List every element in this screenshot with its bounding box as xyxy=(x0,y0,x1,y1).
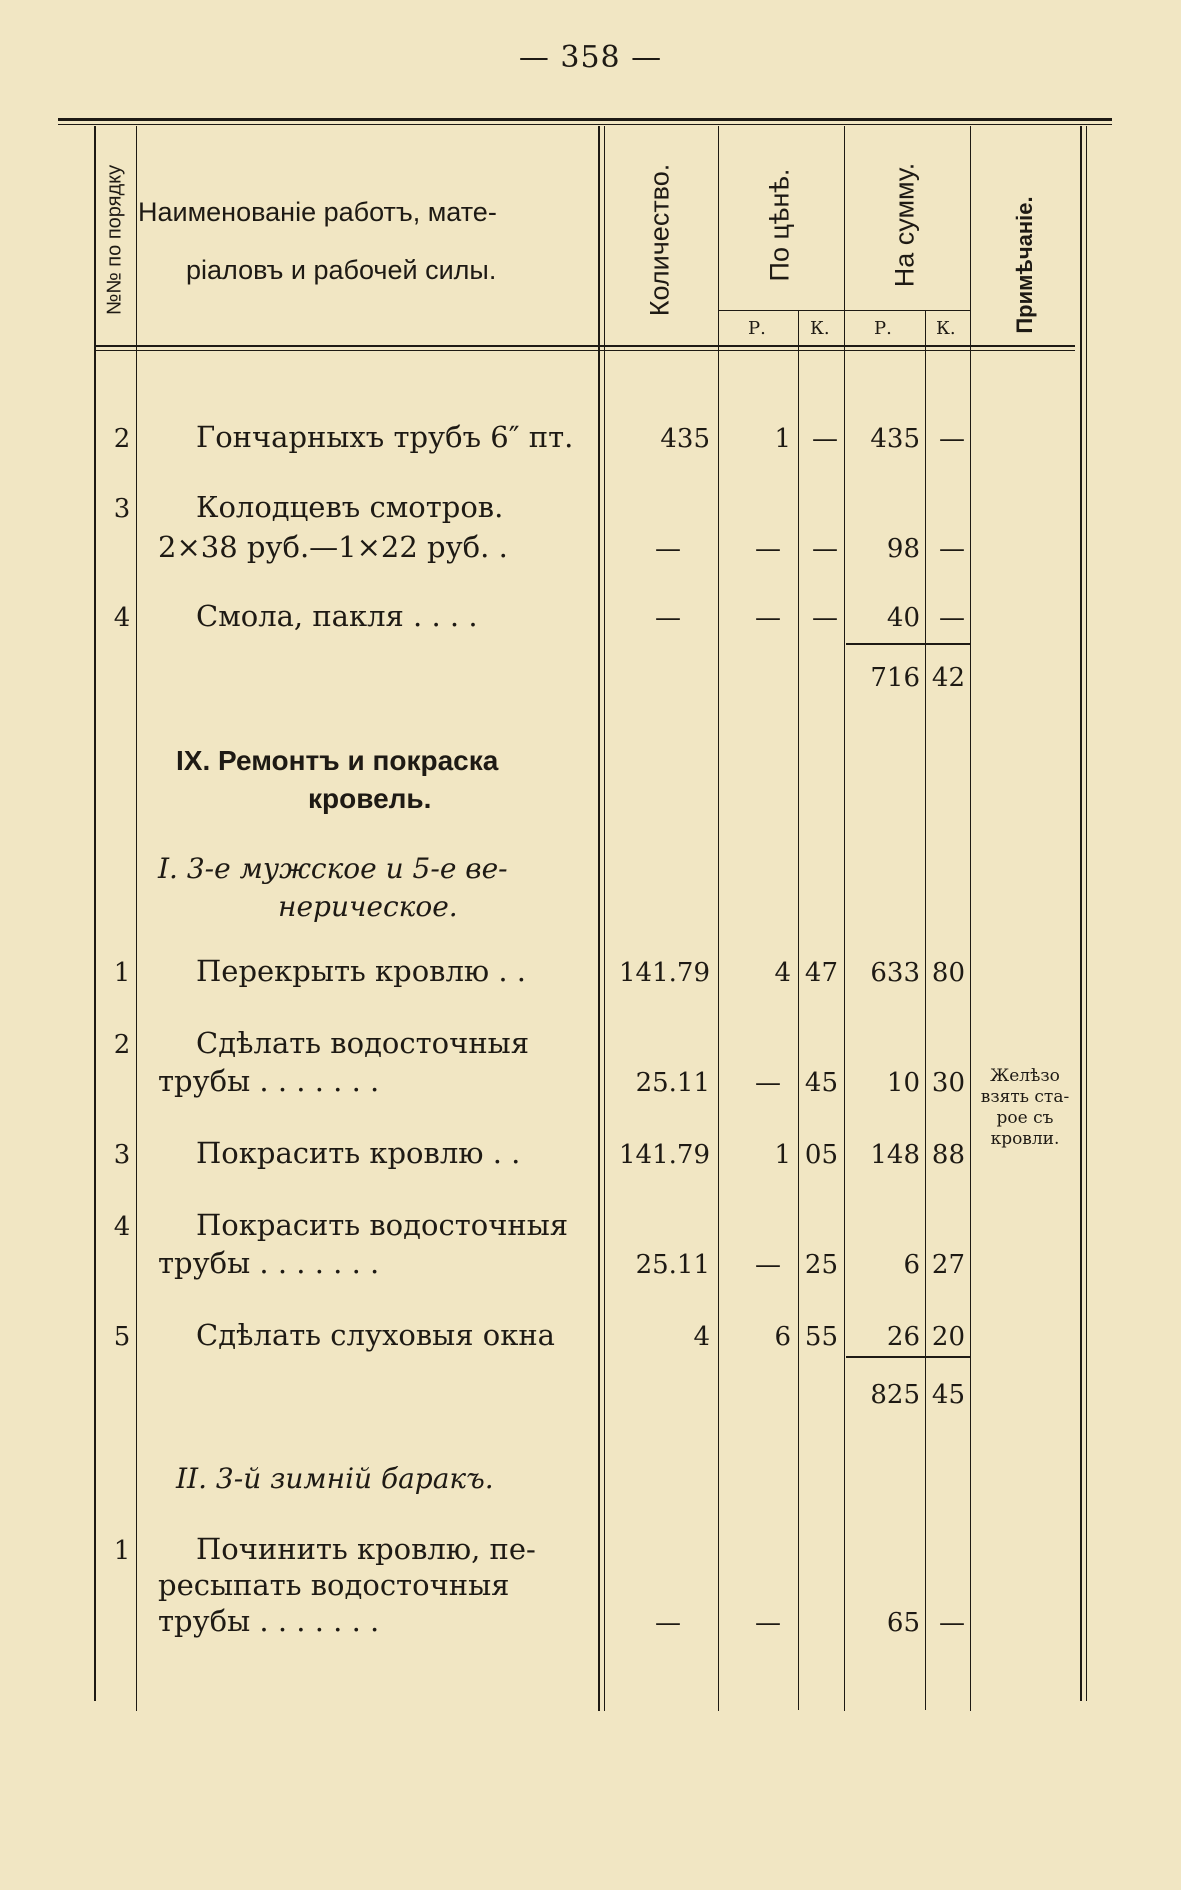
subheader-line-price xyxy=(718,310,845,311)
border-left xyxy=(94,126,96,1701)
row-number: 3 xyxy=(113,494,131,524)
row-sum-r: 6 xyxy=(903,1250,920,1280)
row-qty: 141.79 xyxy=(619,1140,710,1170)
row-qty: — xyxy=(655,1608,681,1638)
row-price-r: — xyxy=(755,603,781,633)
col-line-price xyxy=(718,126,719,1711)
row-qty: 141.79 xyxy=(619,958,710,988)
row-price-k: 05 xyxy=(804,1140,838,1170)
row-price-k: — xyxy=(812,534,838,564)
row-number: 2 xyxy=(113,1030,131,1060)
header-col-sum: На сумму. xyxy=(889,162,920,288)
row-price-r: 1 xyxy=(774,1140,791,1170)
row-text-line3: трубы . . . . . . . xyxy=(158,1604,380,1638)
subheader-line-sum xyxy=(844,310,971,311)
row-price-k: 47 xyxy=(804,958,838,988)
row-qty: 25.11 xyxy=(635,1250,710,1280)
row-number: 4 xyxy=(113,603,131,633)
page-number: — 358 — xyxy=(518,40,663,75)
col-line-qty xyxy=(598,126,600,1711)
row-sum-k: — xyxy=(939,424,965,454)
row-sum-k: 30 xyxy=(931,1068,965,1098)
row-number: 1 xyxy=(113,958,131,988)
subheader-sum-r: Р. xyxy=(874,318,892,339)
top-rule-thin xyxy=(58,124,1112,125)
section-heading-line1: IX. Ремонтъ и покраска xyxy=(176,745,499,776)
col-line-name xyxy=(136,126,137,1711)
note-line: рое съ xyxy=(996,1108,1054,1128)
header-col-name xyxy=(138,183,588,299)
border-right-2 xyxy=(1086,126,1087,1701)
section-heading xyxy=(176,742,498,818)
row-sum-r: 435 xyxy=(870,424,920,454)
row-text-line1: Починить кровлю, пе- xyxy=(196,1532,536,1566)
row-price-r: 1 xyxy=(774,424,791,454)
col-line-price-k xyxy=(798,310,799,1710)
row-price-k: 55 xyxy=(804,1322,838,1352)
row-qty: 4 xyxy=(693,1322,710,1352)
row-price-r: 6 xyxy=(774,1322,791,1352)
subsection-heading-line2: нерическое. xyxy=(278,890,458,923)
subsection-heading-2: II. 3-й зимній баракъ. xyxy=(176,1462,494,1495)
row-text-line2: ресыпать водосточныя xyxy=(158,1568,510,1602)
border-right xyxy=(1080,126,1082,1701)
header-col-number: №№ по порядку xyxy=(103,164,126,316)
row-price-r: — xyxy=(755,1608,781,1638)
row-price-r: 4 xyxy=(774,958,791,988)
row-sum-r: 26 xyxy=(886,1322,920,1352)
row-qty: 435 xyxy=(660,424,710,454)
row-sum-k: 88 xyxy=(931,1140,965,1170)
row-sum-r: 98 xyxy=(886,534,920,564)
row-text-line1: Покрасить водосточныя xyxy=(196,1208,569,1242)
note-line: Желѣзо xyxy=(990,1066,1060,1086)
subtotal-rule xyxy=(846,1356,970,1358)
row-price-k: 25 xyxy=(804,1250,838,1280)
row-number: 1 xyxy=(113,1536,131,1566)
row-sum-k: — xyxy=(939,603,965,633)
subsection-heading xyxy=(158,850,508,926)
row-sum-r: 633 xyxy=(870,958,920,988)
header-col-note: Примѣчаніе. xyxy=(1012,196,1037,334)
row-text: Сдѣлать слуховыя окна xyxy=(196,1318,555,1352)
row-sum-r: 65 xyxy=(886,1608,920,1638)
subtotal-rule xyxy=(846,643,970,645)
row-price-r: — xyxy=(755,1068,781,1098)
section-heading-line2: кровель. xyxy=(308,783,432,814)
row-text: Гончарныхъ трубъ 6″ пт. xyxy=(196,420,574,454)
row-text-line2: трубы . . . . . . . xyxy=(158,1246,380,1280)
row-sum-r: 40 xyxy=(886,603,920,633)
row-text: Смола, пакля . . . . xyxy=(196,599,478,633)
row-price-r: — xyxy=(755,1250,781,1280)
row-text-line2: трубы . . . . . . . xyxy=(158,1064,380,1098)
row-text: Покрасить кровлю . . xyxy=(196,1136,521,1170)
row-text-line2: 2×38 руб.—1×22 руб. . xyxy=(158,530,508,564)
row-number: 2 xyxy=(113,424,131,454)
subheader-price-r: Р. xyxy=(748,318,766,339)
row-sum-k: — xyxy=(939,534,965,564)
header-col-price: По цѣнѣ. xyxy=(764,168,795,282)
row-sum-k: — xyxy=(939,1608,965,1638)
row-number: 3 xyxy=(113,1140,131,1170)
col-line-qty-2 xyxy=(604,126,605,1711)
row-price-k: — xyxy=(812,424,838,454)
col-line-note xyxy=(970,126,971,1711)
row-sum-k: 27 xyxy=(931,1250,965,1280)
row-price-r: — xyxy=(755,534,781,564)
row-text-line1: Сдѣлать водосточныя xyxy=(196,1026,530,1060)
top-rule-thick xyxy=(58,118,1112,121)
subtotal-r: 716 xyxy=(870,663,920,693)
subheader-sum-k: К. xyxy=(936,318,956,339)
row-price-k: 45 xyxy=(804,1068,838,1098)
header-name-line1: Наименованіе работъ, мате- xyxy=(138,197,497,227)
row-sum-r: 148 xyxy=(870,1140,920,1170)
row-sum-k: 80 xyxy=(931,958,965,988)
note-line: взять ста- xyxy=(980,1087,1070,1107)
row-price-k: — xyxy=(812,603,838,633)
row-sum-k: 20 xyxy=(931,1322,965,1352)
header-name-line2: ріаловъ и рабочей силы. xyxy=(186,255,497,285)
header-bottom-rule xyxy=(96,345,1075,347)
row-text-line1: Колодцевъ смотров. xyxy=(196,490,504,524)
header-col-quantity: Количество. xyxy=(644,163,675,317)
row-qty: 25.11 xyxy=(635,1068,710,1098)
note-line: кровли. xyxy=(990,1129,1060,1149)
subtotal-k: 42 xyxy=(931,663,965,693)
row-sum-r: 10 xyxy=(886,1068,920,1098)
row-note xyxy=(970,1066,1080,1150)
subtotal-r: 825 xyxy=(870,1380,920,1410)
header-bottom-rule-2 xyxy=(96,350,1075,351)
row-qty: — xyxy=(655,534,681,564)
row-number: 5 xyxy=(113,1322,131,1352)
row-number: 4 xyxy=(113,1212,131,1242)
row-qty: — xyxy=(655,603,681,633)
subheader-price-k: К. xyxy=(810,318,830,339)
row-text: Перекрыть кровлю . . xyxy=(196,954,527,988)
subsection-heading-line1: I. 3-е мужское и 5-е ве- xyxy=(158,852,508,885)
col-line-sum xyxy=(844,126,845,1711)
subtotal-k: 45 xyxy=(931,1380,965,1410)
col-line-sum-k xyxy=(925,310,926,1710)
